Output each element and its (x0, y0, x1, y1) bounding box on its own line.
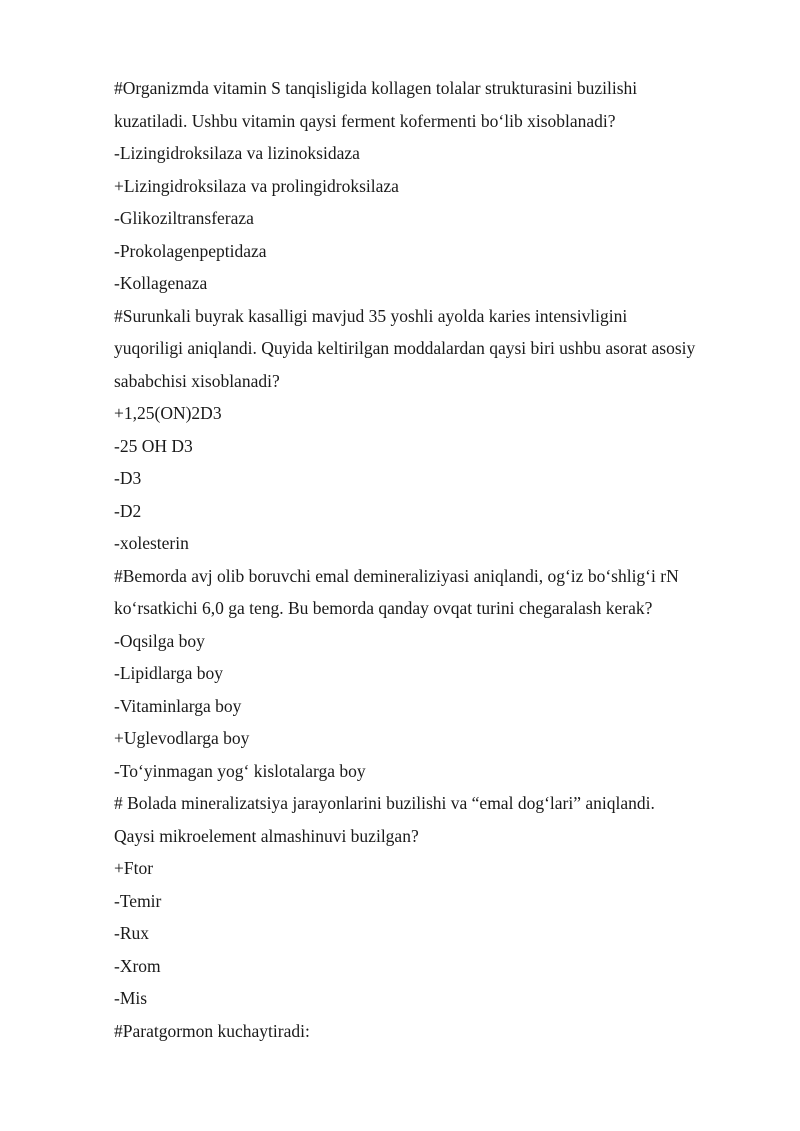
question-4-option-e: -Mis (114, 988, 148, 1008)
question-4-line-2: Qaysi mikroelement almashinuvi buzilgan? (114, 825, 419, 846)
question-2-option-c: -D3 (114, 468, 142, 488)
question-3-option-d: +Uglevodlarga boy (114, 728, 250, 748)
question-3-option-e: -To‘yinmagan yog‘ kislotalarga boy (114, 760, 366, 781)
question-4-option-b: -Temir (114, 890, 162, 911)
question-3-option-c: -Vitaminlarga boy (114, 695, 242, 716)
question-2-line-2: yuqoriligi aniqlandi. Quyida keltirilgan moddalardan qaysi biri ushbu asorat asosiy (114, 338, 696, 358)
question-1-option-a: -Lizingidroksilaza va lizinoksidaza (114, 143, 360, 163)
question-2-option-b: -25 OH D3 (114, 435, 193, 456)
question-1-option-d: -Prokolagenpeptidaza (114, 240, 267, 261)
question-4-option-c: -Rux (114, 923, 149, 943)
question-2-option-d: -D2 (114, 500, 142, 521)
question-3-option-b: -Lipidlarga boy (114, 663, 224, 683)
question-4-option-d: -Xrom (114, 955, 161, 976)
question-4-line-1: # Bolada mineralizatsiya jarayonlarini buzilishi va “emal dog‘lari” aniqlandi. (114, 793, 655, 813)
question-3-line-2: ko‘rsatkichi 6,0 ga teng. Bu bemorda qanday ovqat turini chegaralash kerak? (114, 598, 653, 618)
question-1-line-2: kuzatiladi. Ushbu vitamin qaysi ferment kofermenti bo‘lib xisoblanadi? (114, 110, 616, 131)
question-1-option-b: +Lizingidroksilaza va prolingidroksilaza (114, 175, 399, 196)
document-page (114, 72, 754, 1047)
question-2-line-1: #Surunkali buyrak kasalligi mavjud 35 yoshli ayolda karies intensivligini (114, 305, 628, 326)
question-3-line-1: #Bemorda avj olib boruvchi emal demineraliziyasi aniqlandi, og‘iz bo‘shlig‘i rN (114, 565, 679, 586)
question-2-line-3: sababchisi xisoblanadi? (114, 370, 280, 391)
question-1-line-1: #Organizmda vitamin S tanqisligida kollagen tolalar strukturasini buzilishi (114, 78, 638, 98)
question-3-option-a: -Oqsilga boy (114, 630, 205, 651)
question-4-option-a: +Ftor (114, 858, 154, 878)
question-1-option-e: -Kollagenaza (114, 273, 208, 293)
question-2-option-e: -xolesterin (114, 533, 189, 553)
question-1-option-c: -Glikoziltransferaza (114, 208, 254, 228)
question-2-option-a: +1,25(ON)2D3 (114, 403, 222, 423)
question-5-line-1: #Paratgormon kuchaytiradi: (114, 1020, 310, 1041)
